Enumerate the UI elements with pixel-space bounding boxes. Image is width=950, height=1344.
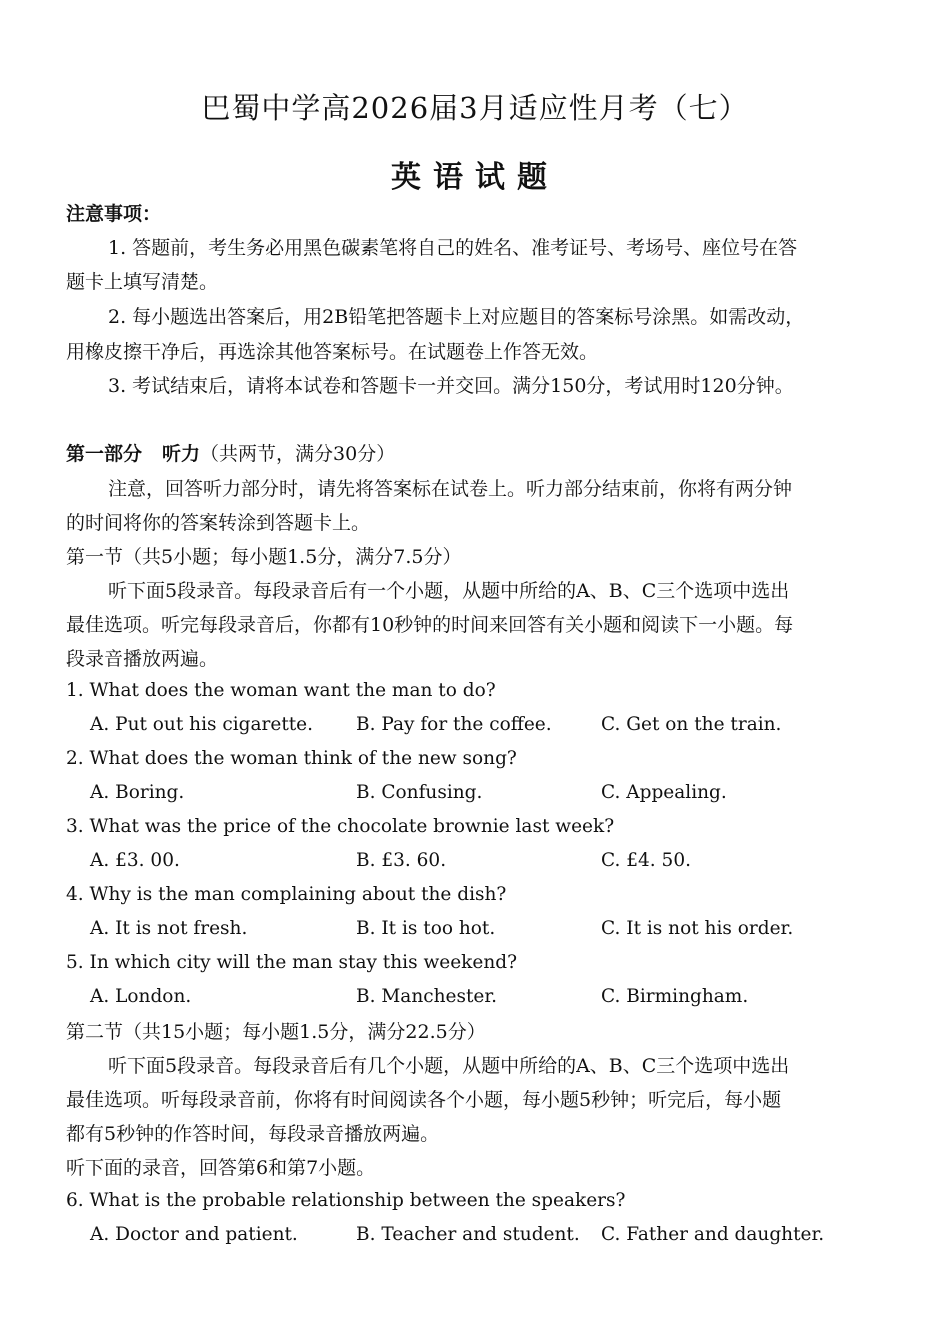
group-note: 听下面的录音，回答第6和第7小题。 <box>66 1157 376 1179</box>
option-a: A. It is not fresh. <box>90 918 248 939</box>
part1-heading <box>66 442 888 466</box>
option-a: A. £3. 00. <box>90 850 180 871</box>
section2-instructions: 听下面5段录音。每段录音后有几个小题，从题中所给的A、B、C三个选项中选出 <box>108 1055 790 1077</box>
question-stem: 6. What is the probable relationship between the speakers? <box>66 1190 626 1211</box>
option-c: C. Get on the train. <box>601 714 782 735</box>
section2-instructions-cont-1: 最佳选项。听每段录音前，你将有时间阅读各个小题，每小题5秒钟；听完后，每小题 <box>66 1089 782 1111</box>
part1-info: （共两节，满分30分） <box>200 443 396 465</box>
notice-heading: 注意事项： <box>66 203 162 225</box>
option-b: B. Manchester. <box>356 986 498 1007</box>
notice-item-2: 2. 每小题选出答案后，用2B铅笔把答题卡上对应题目的答案标号涂黑。如需改动， <box>108 306 805 328</box>
section2-instructions-cont-2: 都有5秒钟的作答时间，每段录音播放两遍。 <box>66 1123 440 1145</box>
part1-note: 注意，回答听力部分时，请先将答案标在试卷上。听力部分结束前，你将有两分钟 <box>108 478 793 500</box>
option-c: C. Appealing. <box>601 782 727 803</box>
part1-label: 第一部分 <box>66 443 143 465</box>
question-stem: 2. What does the woman think of the new song? <box>66 748 517 769</box>
question-stem: 5. In which city will the man stay this weekend? <box>66 952 518 973</box>
section1-instructions-cont-1: 最佳选项。听完每段录音后，你都有10秒钟的时间来回答有关小题和阅读下一小题。每 <box>66 614 794 636</box>
section1-instructions-cont-2: 段录音播放两遍。 <box>66 648 219 670</box>
option-c: C. It is not his order. <box>601 918 794 939</box>
question-stem: 4. Why is the man complaining about the dish? <box>66 884 507 905</box>
option-a: A. London. <box>90 986 192 1007</box>
option-c: C. £4. 50. <box>601 850 691 871</box>
option-a: A. Boring. <box>90 782 185 803</box>
option-b: B. Confusing. <box>356 782 483 803</box>
section1-heading: 第一节（共5小题；每小题1.5分，满分7.5分） <box>66 546 462 568</box>
option-b: B. Pay for the coffee. <box>356 714 552 735</box>
part1-note-cont: 的时间将你的答案转涂到答题卡上。 <box>66 512 371 534</box>
section1-instructions: 听下面5段录音。每段录音后有一个小题，从题中所给的A、B、C三个选项中选出 <box>108 580 790 602</box>
question-stem: 3. What was the price of the chocolate brownie last week? <box>66 816 615 837</box>
notice-item-1-cont: 题卡上填写清楚。 <box>66 271 219 293</box>
option-c: C. Birmingham. <box>601 986 749 1007</box>
notice-item-1: 1. 答题前，考生务必用黑色碳素笔将自己的姓名、准考证号、考场号、座位号在答 <box>108 237 798 259</box>
section2-heading: 第二节（共15小题；每小题1.5分，满分22.5分） <box>66 1021 486 1043</box>
exam-title: 巴蜀中学高2026届3月适应性月考（七） <box>201 91 749 125</box>
option-c: C. Father and daughter. <box>601 1224 825 1245</box>
question-stem: 1. What does the woman want the man to do? <box>66 680 496 701</box>
option-b: B. It is too hot. <box>356 918 496 939</box>
part1-name: 听力 <box>162 443 201 465</box>
option-b: B. Teacher and student. <box>356 1224 580 1245</box>
subject-title: 英语试题 <box>391 160 559 195</box>
option-b: B. £3. 60. <box>356 850 447 871</box>
option-a: A. Doctor and patient. <box>90 1224 298 1245</box>
notice-item-3: 3. 考试结束后，请将本试卷和答题卡一并交回。满分150分，考试用时120分钟。 <box>108 375 794 397</box>
notice-item-2-cont: 用橡皮擦干净后，再选涂其他答案标号。在试题卷上作答无效。 <box>66 341 599 363</box>
option-a: A. Put out his cigarette. <box>90 714 314 735</box>
